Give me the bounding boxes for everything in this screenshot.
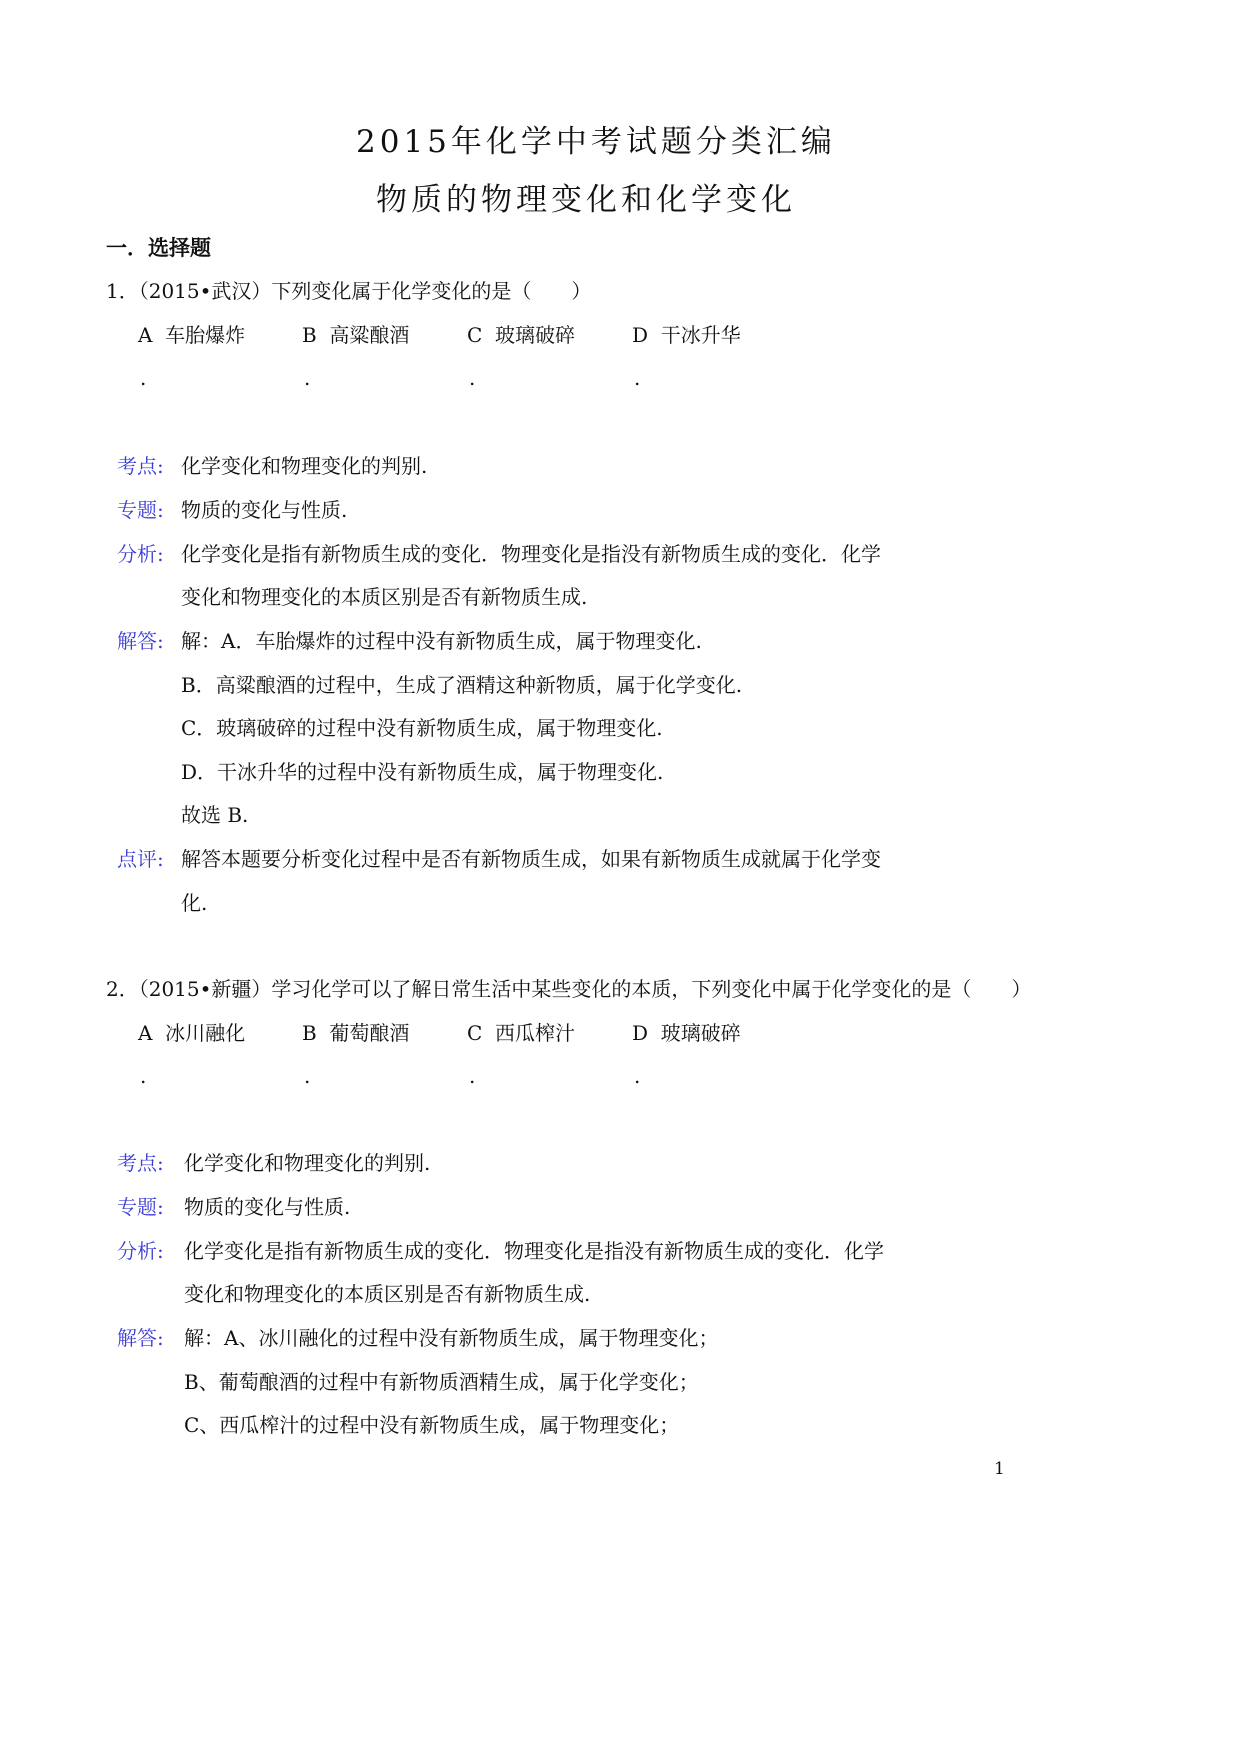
option-letter: A bbox=[138, 1021, 153, 1045]
jieda-text: B．高粱酿酒的过程中，生成了酒精这种新物质，属于化学变化. bbox=[181, 673, 743, 697]
fenxi-text: 变化和物理变化的本质区别是否有新物质生成. bbox=[184, 1282, 591, 1306]
option-text: 葡萄酿酒 bbox=[329, 1021, 410, 1045]
option-letter: C bbox=[467, 323, 483, 347]
option-letter: D bbox=[632, 323, 649, 347]
jieda-text: C、西瓜榨汁的过程中没有新物质生成，属于物理变化； bbox=[184, 1413, 680, 1437]
document-title: 2015年化学中考试题分类汇编 bbox=[356, 124, 836, 160]
jieda-text: B、葡萄酿酒的过程中有新物质酒精生成，属于化学变化； bbox=[184, 1370, 699, 1394]
option-a bbox=[138, 319, 245, 348]
option-dot: . bbox=[140, 366, 147, 390]
option-dot: . bbox=[140, 1064, 147, 1088]
option-letter: B bbox=[302, 323, 317, 347]
option-text: 冰川融化 bbox=[165, 1021, 246, 1045]
label-zhuanti: 专题: bbox=[117, 498, 164, 522]
dianping-text: 解答本题要分析变化过程中是否有新物质生成，如果有新物质生成就属于化学变 bbox=[181, 847, 881, 871]
jieda-text: C．玻璃破碎的过程中没有新物质生成，属于物理变化. bbox=[181, 716, 663, 740]
question-stem: 1．（2015•武汉）下列变化属于化学变化的是（ ） bbox=[106, 279, 592, 303]
jieda-text: 解：A．车胎爆炸的过程中没有新物质生成，属于物理变化. bbox=[181, 629, 702, 653]
kaodian-text: 化学变化和物理变化的判别. bbox=[184, 1151, 431, 1175]
option-text: 车胎爆炸 bbox=[165, 323, 246, 347]
option-b bbox=[302, 319, 409, 348]
dianping-text: 化. bbox=[181, 891, 208, 915]
jieda-text: 解：A、冰川融化的过程中没有新物质生成，属于物理变化； bbox=[184, 1326, 719, 1350]
section-heading: 一．选择题 bbox=[106, 236, 211, 260]
option-a bbox=[138, 1017, 245, 1046]
option-dot: . bbox=[304, 366, 311, 390]
label-kaodian: 考点: bbox=[117, 454, 164, 478]
zhuanti-text: 物质的变化与性质. bbox=[184, 1195, 351, 1219]
label-fenxi: 分析: bbox=[117, 542, 164, 566]
option-dot: . bbox=[469, 366, 476, 390]
fenxi-text: 化学变化是指有新物质生成的变化．物理变化是指没有新物质生成的变化．化学 bbox=[181, 542, 881, 566]
fenxi-text: 化学变化是指有新物质生成的变化．物理变化是指没有新物质生成的变化．化学 bbox=[184, 1239, 884, 1263]
document-subtitle: 物质的物理变化和化学变化 bbox=[376, 182, 796, 218]
page-number: 1 bbox=[994, 1459, 1005, 1479]
option-d bbox=[632, 319, 741, 348]
kaodian-text: 化学变化和物理变化的判别. bbox=[181, 454, 428, 478]
option-text: 干冰升华 bbox=[660, 323, 741, 347]
option-dot: . bbox=[469, 1064, 476, 1088]
option-text: 玻璃破碎 bbox=[660, 1021, 741, 1045]
option-text: 玻璃破碎 bbox=[495, 323, 576, 347]
label-jieda: 解答: bbox=[117, 1326, 164, 1350]
option-b bbox=[302, 1017, 409, 1046]
jieda-text: 故选 B. bbox=[181, 803, 249, 827]
option-d bbox=[632, 1017, 741, 1046]
option-text: 高粱酿酒 bbox=[329, 323, 410, 347]
option-letter: A bbox=[138, 323, 153, 347]
option-text: 西瓜榨汁 bbox=[495, 1021, 576, 1045]
zhuanti-text: 物质的变化与性质. bbox=[181, 498, 348, 522]
label-dianping: 点评: bbox=[117, 847, 164, 871]
question-stem: 2．（2015•新疆）学习化学可以了解日常生活中某些变化的本质，下列变化中属于化学变化的是（ ） bbox=[106, 977, 1032, 1001]
label-jieda: 解答: bbox=[117, 629, 164, 653]
label-kaodian: 考点: bbox=[117, 1151, 164, 1175]
jieda-text: D．干冰升华的过程中没有新物质生成，属于物理变化. bbox=[181, 760, 664, 784]
option-dot: . bbox=[634, 366, 641, 390]
option-c bbox=[467, 319, 575, 348]
fenxi-text: 变化和物理变化的本质区别是否有新物质生成. bbox=[181, 585, 588, 609]
option-c bbox=[467, 1017, 575, 1046]
option-letter: B bbox=[302, 1021, 317, 1045]
option-letter: C bbox=[467, 1021, 483, 1045]
label-fenxi: 分析: bbox=[117, 1239, 164, 1263]
option-dot: . bbox=[634, 1064, 641, 1088]
option-dot: . bbox=[304, 1064, 311, 1088]
option-letter: D bbox=[632, 1021, 649, 1045]
label-zhuanti: 专题: bbox=[117, 1195, 164, 1219]
